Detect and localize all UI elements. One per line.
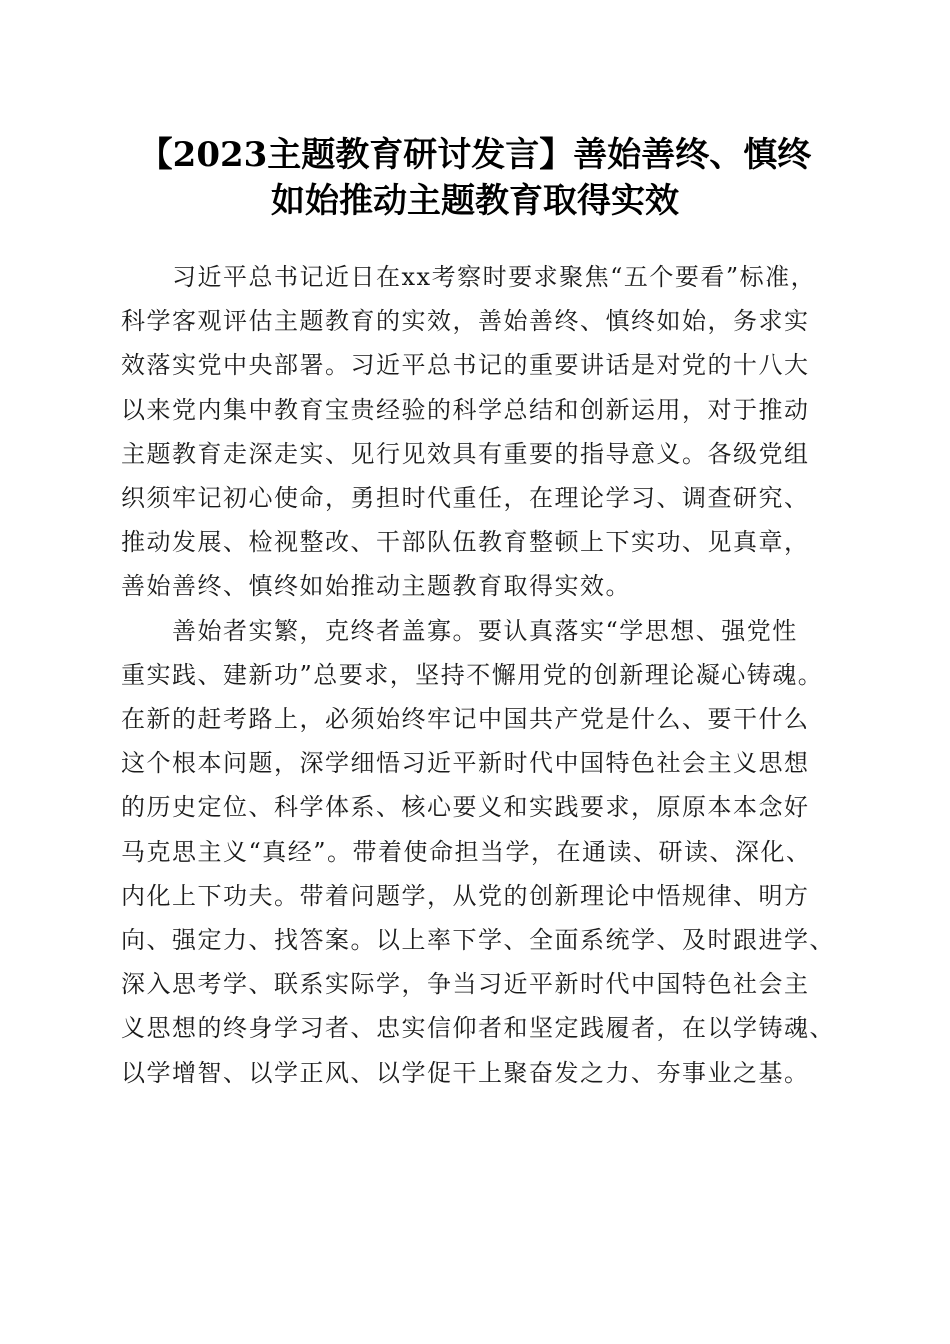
- text-line: 科学客观评估主题教育的实效，善始善终、慎终如始，务求实: [121, 307, 810, 336]
- text-line: 在新的赶考路上，必须始终牢记中国共产党是什么、要干什么: [121, 705, 810, 734]
- text-line: 习近平总书记近日在xx考察时要求聚焦“五个要看”标准，: [121, 263, 817, 291]
- text-line: 织须牢记初心使命，勇担时代重任，在理论学习、调查研究、: [121, 484, 810, 513]
- text-line: 善始善终、慎终如始推动主题教育取得实效。: [121, 572, 631, 601]
- text-line: 善始者实繁，克终者盖寡。要认真落实“学思想、强党性: [121, 616, 798, 645]
- paragraph: [121, 609, 841, 1095]
- text-line: 义思想的终身学习者、忠实信仰者和坚定践履者，在以学铸魂、: [121, 1014, 835, 1043]
- text-line: 深入思考学、联系实际学，争当习近平新时代中国特色社会主: [121, 970, 810, 999]
- text-line: 重实践、建新功”总要求，坚持不懈用党的创新理论凝心铸魂。: [121, 660, 824, 689]
- text-line: 推动发展、检视整改、干部队伍教育整顿上下实功、见真章，: [121, 528, 810, 557]
- text-line: 内化上下功夫。带着问题学，从党的创新理论中悟规律、明方: [121, 881, 810, 910]
- document-body: [121, 255, 841, 1095]
- text-line: 的历史定位、科学体系、核心要义和实践要求，原原本本念好: [121, 793, 810, 822]
- text-line: 主题教育走深走实、见行见效具有重要的指导意义。各级党组: [121, 439, 810, 468]
- title-line: 如始推动主题教育取得实效: [271, 181, 679, 221]
- document-title: [100, 132, 850, 224]
- title-line: 【2023主题教育研讨发言】善始善终、慎终: [138, 135, 812, 175]
- text-line: 效落实党中央部署。习近平总书记的重要讲话是对党的十八大: [121, 351, 810, 380]
- paragraph: [121, 255, 841, 609]
- text-line: 马克思主义“真经”。带着使命担当学，在通读、研读、深化、: [121, 837, 812, 866]
- text-line: 这个根本问题，深学细悟习近平新时代中国特色社会主义思想: [121, 749, 810, 778]
- text-line: 以来党内集中教育宝贵经验的科学总结和创新运用，对于推动: [121, 395, 810, 424]
- text-line: 向、强定力、找答案。以上率下学、全面系统学、及时跟进学、: [121, 926, 835, 955]
- text-line: 以学增智、以学正风、以学促干上聚奋发之力、夯事业之基。: [121, 1058, 810, 1087]
